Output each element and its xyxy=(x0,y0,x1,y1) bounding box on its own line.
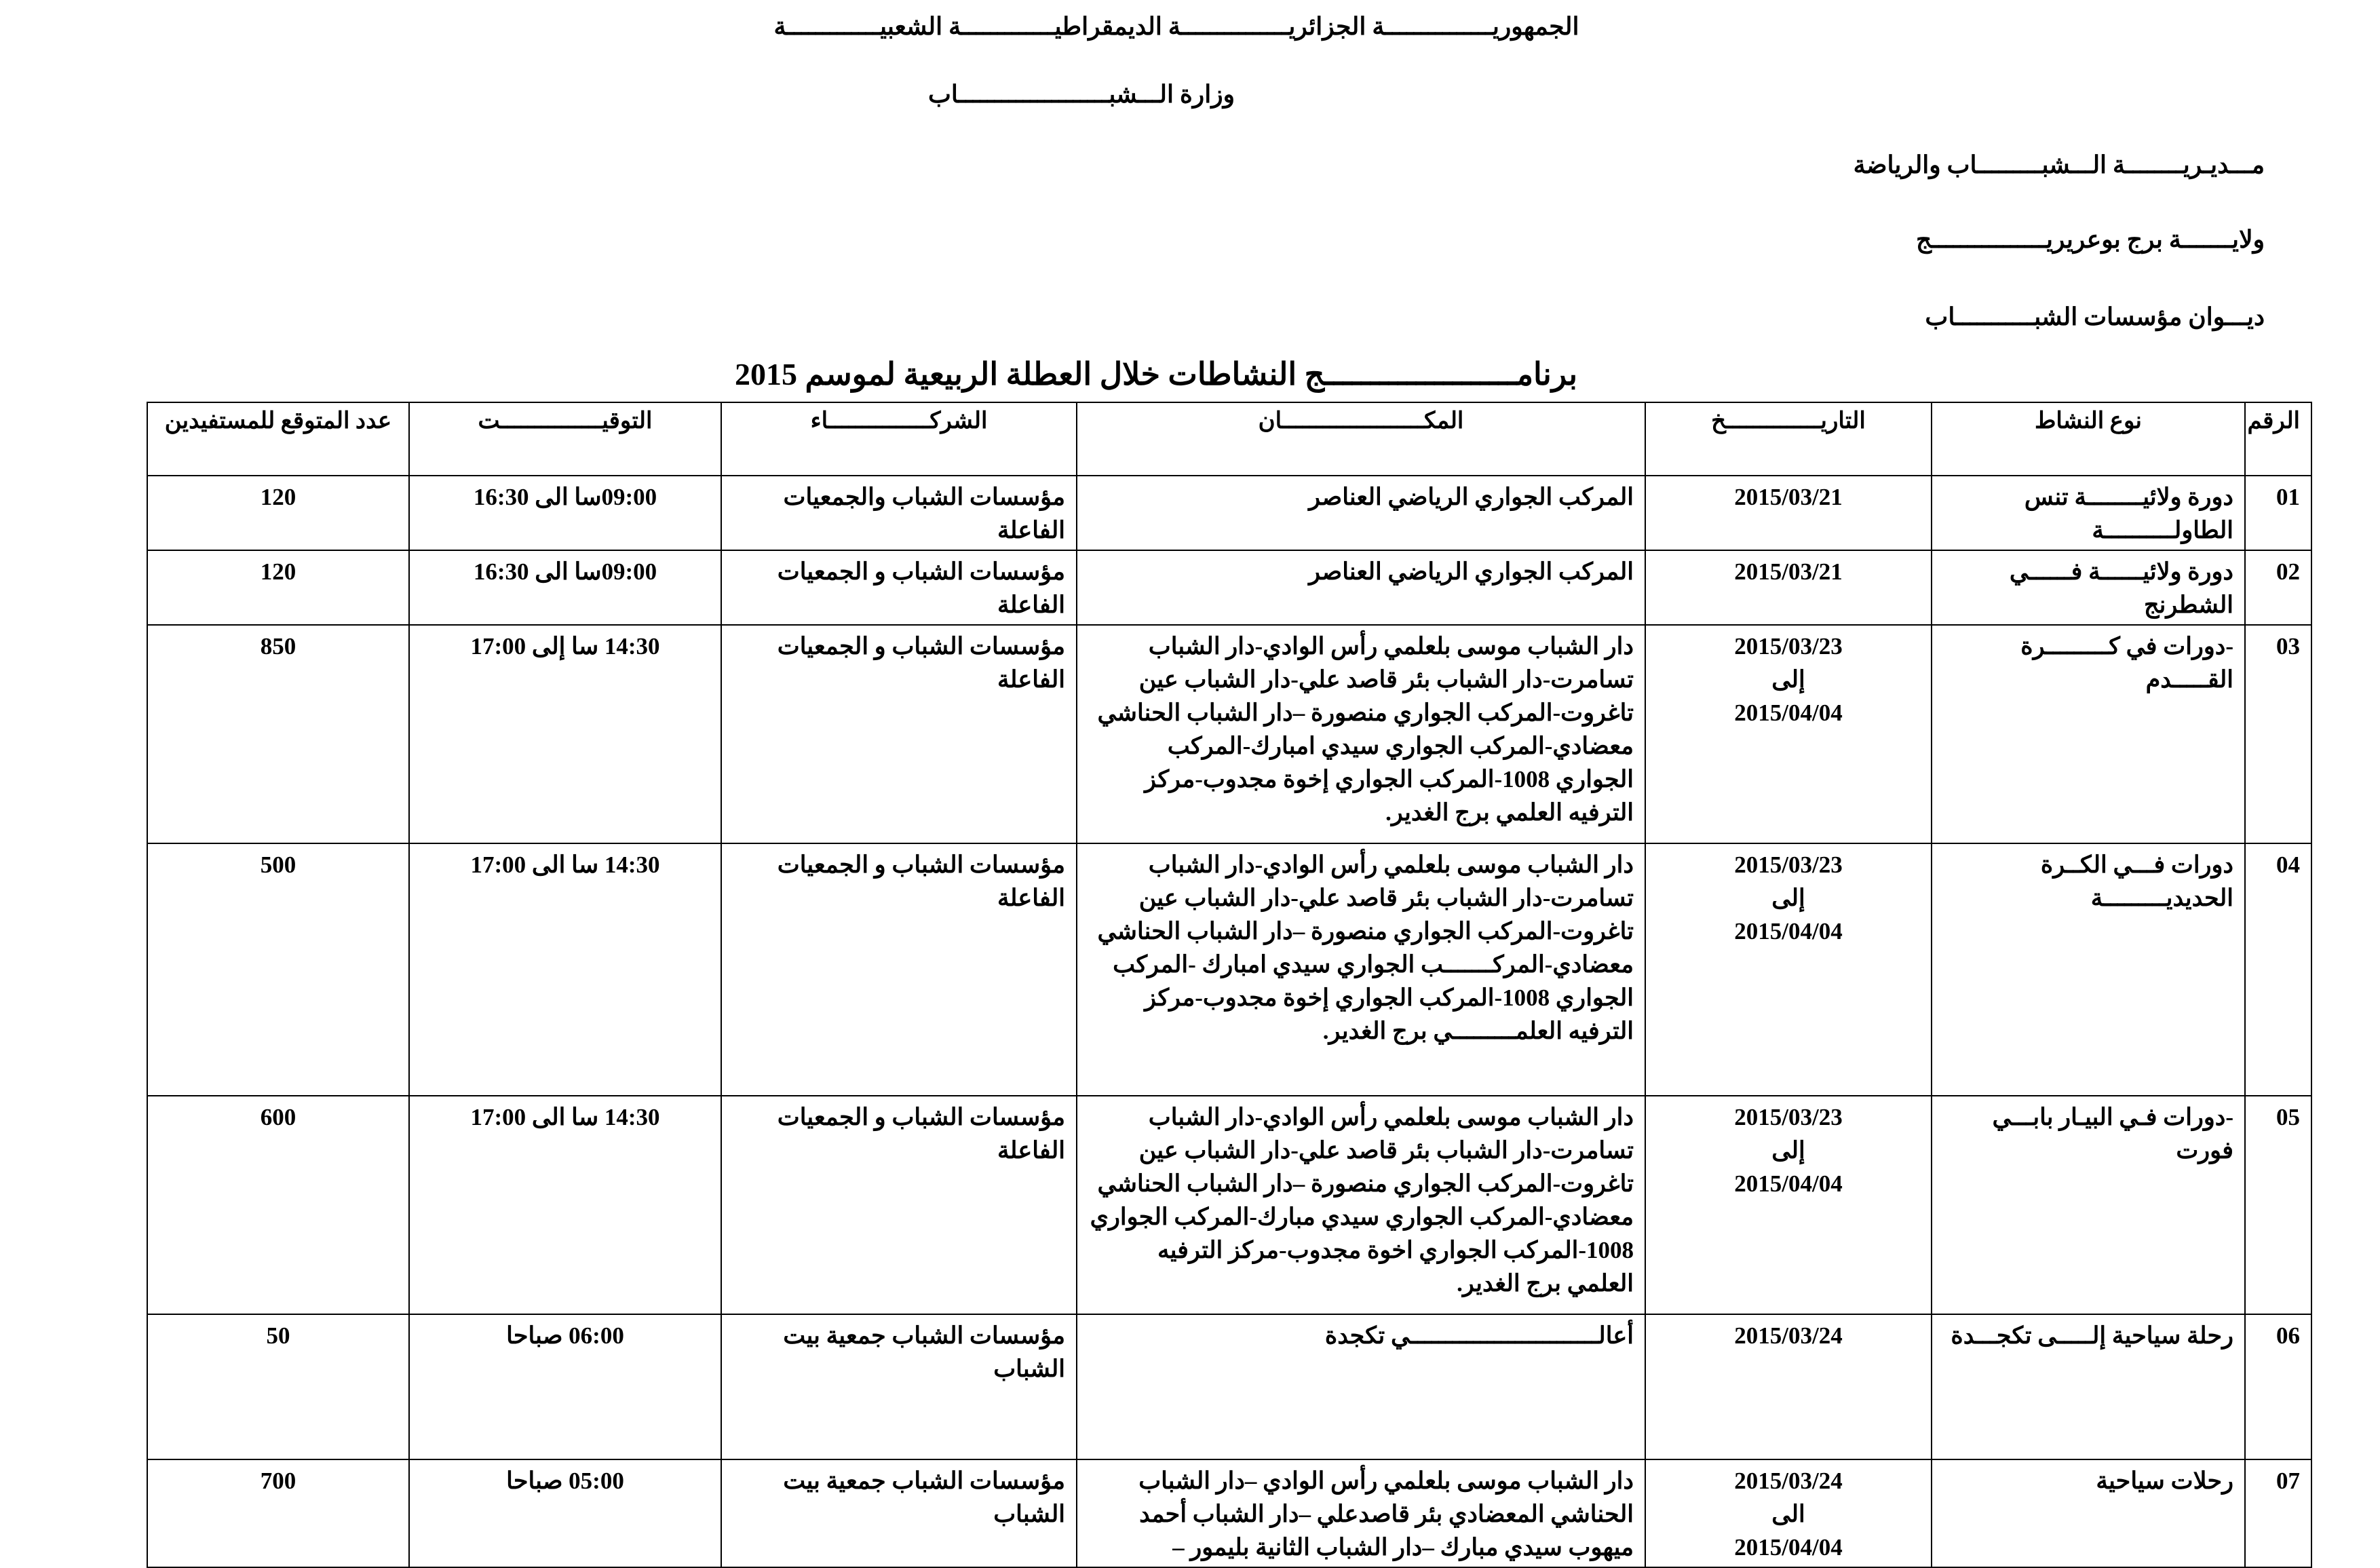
cell-activity: دورات فـــي الكــرة الحديديـــــــــة xyxy=(1932,843,2245,1096)
cell-time: 09:00سا الى 16:30 xyxy=(409,476,721,550)
cell-partners: مؤسسات الشباب و الجمعيات الفاعلة xyxy=(721,625,1077,843)
header-date: التاريــــــــــــــخ xyxy=(1645,402,1932,476)
header-partners: الشركـــــــــــــــاء xyxy=(721,402,1077,476)
cell-time: 14:30 سا الى 17:00 xyxy=(409,843,721,1096)
cell-beneficiaries: 50 xyxy=(147,1314,409,1459)
activities-table xyxy=(147,402,2312,1568)
cell-place: دار الشباب موسى بلعلمي رأس الوادي-دار الشباب تسامرت-دار الشباب بئر قاصد علي-دار الشباب عين تاغروت-المركب الجواري منصورة –دار الشباب الحناشي معضادي-المركب الجواري سيدي مبارك-المركب الجواري 1008-المركب الجواري اخوة مجدوب-مركز الترفيه العلمي برج الغدير. xyxy=(1077,1096,1645,1314)
cell-activity: -دورات فـي البيـار بابـــي فورت xyxy=(1932,1096,2245,1314)
cell-place: أعالـــــــــــــــــــــــــــي تكجدة xyxy=(1077,1314,1645,1459)
cell-place: دار الشباب موسى بلعلمي رأس الوادي-دار الشباب تسامرت-دار الشباب بئر قاصد علي-دار الشباب عين تاغروت-المركب الجواري منصورة –دار الشباب الحناشي معضادي-المركب الجواري سيدي امبارك-المركب الجواري 1008-المركب الجواري إخوة مجدوب-مركز الترفيه العلمي برج الغدير. xyxy=(1077,625,1645,843)
cell-partners: مؤسسات الشباب جمعية بيت الشباب xyxy=(721,1459,1077,1567)
cell-place: دار الشباب موسى بلعلمي رأس الوادي-دار الشباب تسامرت-دار الشباب بئر قاصد علي-دار الشباب عين تاغروت-المركب الجواري منصورة –دار الشباب الحناشي معضادي-المركـــــــب الجواري سيدي امبارك -المركب الجواري 1008-المركب الجواري إخوة مجدوب-مركز الترفيه العلمـــــــــي برج الغدير. xyxy=(1077,843,1645,1096)
cell-num: 01 xyxy=(2245,476,2311,550)
cell-date: 2015/03/24 xyxy=(1645,1314,1932,1459)
table-row xyxy=(147,1459,2311,1567)
cell-date: 2015/03/23 إلى 2015/04/04 xyxy=(1645,625,1932,843)
table-row xyxy=(147,1096,2311,1314)
cell-activity: رحلات سياحية xyxy=(1932,1459,2245,1567)
cell-date: 2015/03/21 xyxy=(1645,550,1932,625)
cell-num: 06 xyxy=(2245,1314,2311,1459)
cell-num: 07 xyxy=(2245,1459,2311,1567)
cell-beneficiaries: 120 xyxy=(147,550,409,625)
ministry-heading: وزارة الـــشبـــــــــــــــــــــاب xyxy=(928,81,1235,108)
republic-heading: الجمهوريـــــــــــــــة الجزائريـــــــــــــــة الديمقراطيـــــــــــــة الشعبيـــــــــــــة xyxy=(773,13,1579,40)
cell-beneficiaries: 120 xyxy=(147,476,409,550)
cell-partners: مؤسسات الشباب و الجمعيات الفاعلة xyxy=(721,1096,1077,1314)
wilaya-line: ولايـــــــة برج بوعريريــــــــــــــــج xyxy=(1915,226,2265,253)
cell-num: 03 xyxy=(2245,625,2311,843)
cell-place: المركب الجواري الرياضي العناصر xyxy=(1077,476,1645,550)
cell-place: المركب الجواري الرياضي العناصر xyxy=(1077,550,1645,625)
header-activity: نوع النشاط xyxy=(1932,402,2245,476)
cell-beneficiaries: 850 xyxy=(147,625,409,843)
table-header-row xyxy=(147,402,2311,476)
cell-activity: -دورات في كـــــــــرة القـــــدم xyxy=(1932,625,2245,843)
cell-partners: مؤسسات الشباب جمعية بيت الشباب xyxy=(721,1314,1077,1459)
header-place: المكـــــــــــــــــــــان xyxy=(1077,402,1645,476)
table-row xyxy=(147,550,2311,625)
table-row xyxy=(147,476,2311,550)
cell-partners: مؤسسات الشباب والجمعيات الفاعلة xyxy=(721,476,1077,550)
cell-time: 06:00 صباحا xyxy=(409,1314,721,1459)
table-row xyxy=(147,625,2311,843)
diwan-line: ديـــوان مؤسسات الشبـــــــــــاب xyxy=(1925,303,2265,330)
cell-beneficiaries: 700 xyxy=(147,1459,409,1567)
cell-time: 05:00 صباحا xyxy=(409,1459,721,1567)
cell-date: 2015/03/24 الى 2015/04/04 xyxy=(1645,1459,1932,1567)
cell-num: 05 xyxy=(2245,1096,2311,1314)
cell-partners: مؤسسات الشباب و الجمعيات الفاعلة xyxy=(721,550,1077,625)
cell-num: 02 xyxy=(2245,550,2311,625)
cell-date: 2015/03/21 xyxy=(1645,476,1932,550)
cell-num: 04 xyxy=(2245,843,2311,1096)
cell-activity: دورة ولائيــــــــة تنس الطاولــــــــــة xyxy=(1932,476,2245,550)
header-num: الرقم xyxy=(2245,402,2311,476)
cell-date: 2015/03/23 إلى 2015/04/04 xyxy=(1645,1096,1932,1314)
table-row xyxy=(147,843,2311,1096)
document-title: برنامـــــــــــــــــــــج النشاطات خلال العطلة الربيعية لموسم 2015 xyxy=(734,357,1578,391)
cell-beneficiaries: 600 xyxy=(147,1096,409,1314)
cell-date: 2015/03/23 إلى 2015/04/04 xyxy=(1645,843,1932,1096)
table-row xyxy=(147,1314,2311,1459)
cell-activity: رحلة سياحية إلـــــى تكجـــدة xyxy=(1932,1314,2245,1459)
cell-time: 14:30 سا إلى 17:00 xyxy=(409,625,721,843)
cell-partners: مؤسسات الشباب و الجمعيات الفاعلة xyxy=(721,843,1077,1096)
cell-beneficiaries: 500 xyxy=(147,843,409,1096)
cell-activity: دورة ولائيــــــة فــــــي الشطرنج xyxy=(1932,550,2245,625)
cell-time: 14:30 سا الى 17:00 xyxy=(409,1096,721,1314)
header-beneficiaries: عدد المتوقع للمستفيدين xyxy=(147,402,409,476)
directorate-line: مـــديـريــــــــة الـــشبـــــــــاب والرياضة xyxy=(1853,151,2265,178)
header-time: التوقيـــــــــــــــت xyxy=(409,402,721,476)
cell-place: دار الشباب موسى بلعلمي رأس الوادي –دار الشباب الحناشي المعضادي بئر قاصدعلي –دار الشباب أحمد ميهوب سيدي مبارك –دار الشباب الثانية بليمور – xyxy=(1077,1459,1645,1567)
cell-time: 09:00سا الى 16:30 xyxy=(409,550,721,625)
